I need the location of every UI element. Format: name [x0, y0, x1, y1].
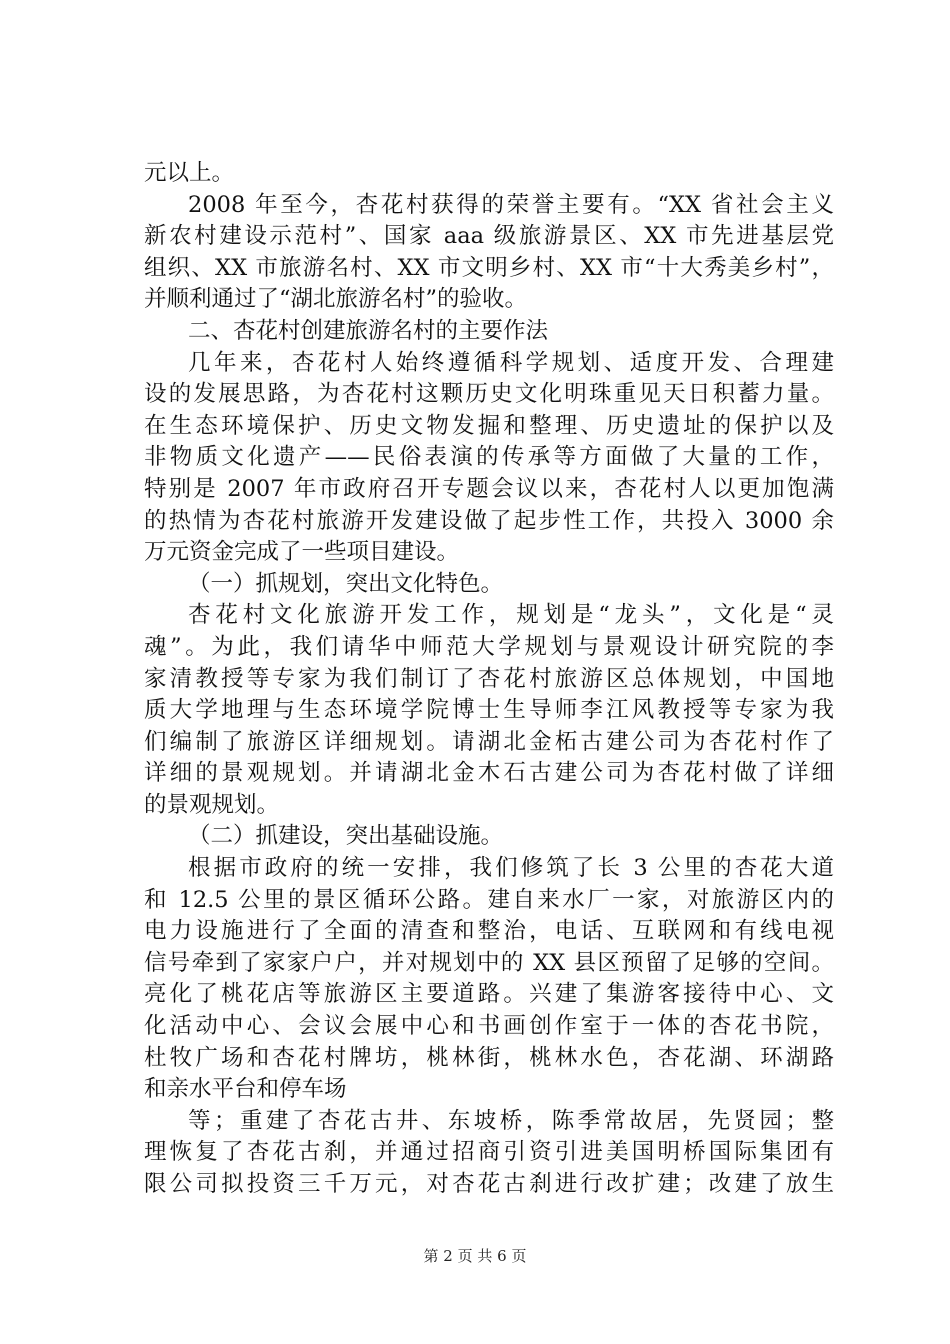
text-line: 元以上。: [144, 160, 235, 186]
text-line: 和 12.5 公里的景区循环公路。建自来水厂一家，对旅游区内的: [144, 886, 834, 913]
text-line: 特别是 2007 年市政府召开专题会议以来，杏花村人以更加饱满: [144, 475, 834, 502]
text-line: 魂”。为此，我们请华中师范大学规划与景观设计研究院的李: [144, 633, 834, 660]
text-line: 限公司拟投资三千万元，对杏花古刹进行改扩建；改建了放生: [144, 1171, 834, 1197]
text-line: 理恢复了杏花古刹，并通过招商引资引进美国明桥国际集团有: [144, 1139, 834, 1166]
text-line: 万元资金完成了一些项目建设。: [144, 539, 460, 566]
text-line: 二、杏花村创建旅游名村的主要作法: [188, 317, 549, 344]
text-line: 的景观规划。: [144, 791, 280, 818]
text-line: 杜牧广场和杏花村牌坊，桃林街，桃林水色，杏花湖、环湖路: [144, 1044, 834, 1071]
text-line: 杏花村文化旅游开发工作，规划是“龙头”，文化是“灵: [188, 602, 834, 629]
text-line: 设的发展思路，为杏花村这颗历史文化明珠重见天日积蓄力量。: [144, 381, 834, 408]
text-line: 几年来，杏花村人始终遵循科学规划、适度开发、合理建: [188, 349, 834, 376]
text-line: （二）抓建设，突出基础设施。: [188, 823, 504, 850]
text-line: 组织、XX 市旅游名村、XX 市文明乡村、XX 市“十大秀美乡村”，: [144, 254, 834, 281]
text-line: 详细的景观规划。并请湖北金木石古建公司为杏花村做了详细: [144, 760, 834, 787]
text-line: 根据市政府的统一安排，我们修筑了长 3 公里的杏花大道: [188, 855, 834, 882]
text-line: 的热情为杏花村旅游开发建设做了起步性工作，共投入 3000 余: [144, 507, 834, 534]
text-line: 家清教授等专家为我们制订了杏花村旅游区总体规划，中国地: [144, 665, 834, 692]
page-footer: 第 2 页 共 6 页: [423, 1247, 527, 1265]
text-line: 在生态环境保护、历史文物发掘和整理、历史遗址的保护以及: [144, 412, 834, 439]
text-line: 信号牵到了家家户户，并对规划中的 XX 县区预留了足够的空间。: [144, 949, 834, 976]
text-line: 亮化了桃花店等旅游区主要道路。兴建了集游客接待中心、文: [144, 981, 834, 1008]
document-body: [144, 158, 834, 1201]
text-line: 等；重建了杏花古井、东坡桥，陈季常故居，先贤园；整: [188, 1107, 834, 1134]
text-line: 电力设施进行了全面的清查和整治，电话、互联网和有线电视: [144, 918, 834, 945]
text-line: 化活动中心、会议会展中心和书画创作室于一体的杏花书院，: [144, 1013, 834, 1040]
text-line: 非物质文化遗产——民俗表演的传承等方面做了大量的工作，: [144, 444, 834, 471]
text-line: 并顺利通过了“湖北旅游名村”的验收。: [144, 286, 528, 313]
text-line: 新农村建设示范村”、国家 aaa 级旅游景区、XX 市先进基层党: [144, 223, 834, 250]
text-line: 们编制了旅游区详细规划。请湖北金柘古建公司为杏花村作了: [144, 728, 834, 755]
text-line: 和亲水平台和停车场: [144, 1076, 347, 1103]
text-line: 2008 年至今，杏花村获得的荣誉主要有。“XX 省社会主义: [188, 191, 834, 218]
text-line: 质大学地理与生态环境学院博士生导师李江风教授等专家为我: [144, 697, 834, 724]
text-line: （一）抓规划，突出文化特色。: [188, 570, 504, 597]
